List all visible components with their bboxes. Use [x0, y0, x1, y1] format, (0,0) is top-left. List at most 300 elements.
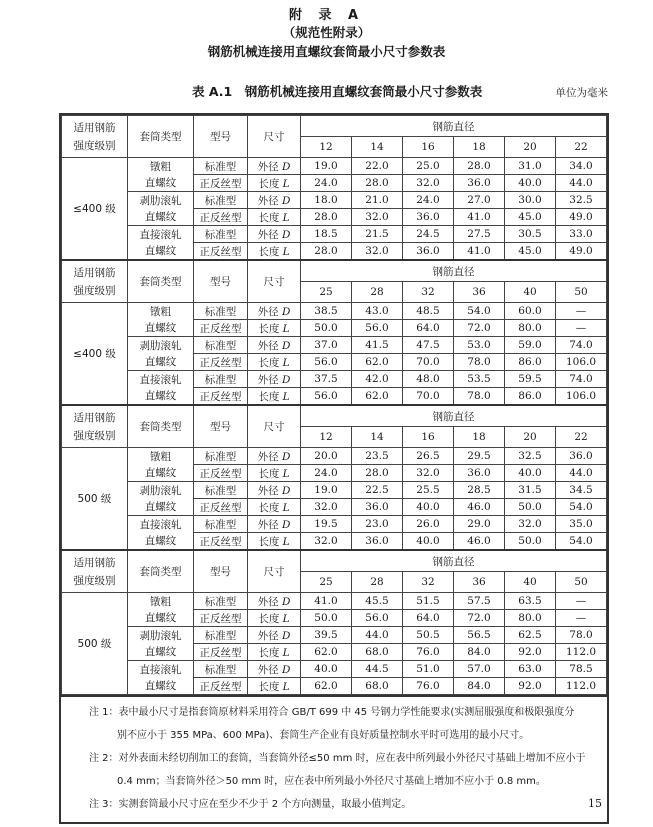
table-row	[62, 482, 607, 499]
value-cell: 48.5	[403, 303, 454, 320]
model-cell: 标准型	[194, 192, 248, 209]
header-model: 型号	[194, 116, 248, 158]
header-dimension: 尺寸	[248, 405, 301, 448]
sleeve-type-cell: 剥肋滚轧	[128, 482, 194, 499]
value-cell: 40.0	[505, 465, 556, 482]
value-cell: 36.0	[454, 175, 505, 192]
dimension-cell: 长度 L	[248, 499, 301, 516]
sleeve-type-cell: 直接滚轧	[128, 371, 194, 388]
value-cell: 63.5	[505, 593, 556, 610]
value-cell: 40.0	[505, 175, 556, 192]
value-cell: —	[556, 593, 607, 610]
value-cell: 29.5	[454, 448, 505, 465]
value-cell: 80.0	[505, 320, 556, 337]
value-cell: 19.0	[301, 158, 352, 175]
dimension-cell: 外径 D	[248, 371, 301, 388]
dimension-cell: 外径 D	[248, 482, 301, 499]
value-cell: —	[556, 610, 607, 627]
header-row	[62, 116, 607, 137]
model-cell: 标准型	[194, 303, 248, 320]
value-cell: 32.0	[301, 499, 352, 516]
diameter-value: 18	[454, 427, 505, 448]
value-cell: 32.0	[352, 243, 403, 261]
value-cell: 78.0	[454, 388, 505, 406]
table-row	[62, 678, 607, 695]
value-cell: 56.0	[301, 388, 352, 406]
header-row	[62, 405, 607, 427]
value-cell: 28.0	[352, 175, 403, 192]
table-body	[61, 115, 607, 695]
table-row	[62, 337, 607, 354]
model-cell: 标准型	[194, 448, 248, 465]
value-cell: 41.0	[454, 209, 505, 226]
value-cell: 39.5	[301, 627, 352, 644]
table-row	[62, 354, 607, 371]
diameter-value: 28	[352, 282, 403, 303]
sleeve-type-cell: 直螺纹	[128, 354, 194, 371]
diameter-value: 14	[352, 427, 403, 448]
diameter-value: 36	[454, 282, 505, 303]
value-cell: 68.0	[352, 644, 403, 661]
header-row	[62, 260, 607, 282]
value-cell: 51.0	[403, 661, 454, 678]
value-cell: 45.0	[505, 209, 556, 226]
value-cell: 62.0	[352, 354, 403, 371]
model-cell: 正反丝型	[194, 354, 248, 371]
model-cell: 标准型	[194, 226, 248, 243]
model-cell: 正反丝型	[194, 465, 248, 482]
diameter-value: 28	[352, 572, 403, 593]
value-cell: 22.5	[352, 482, 403, 499]
header-model: 型号	[194, 260, 248, 303]
value-cell: 47.5	[403, 337, 454, 354]
value-cell: 28.0	[301, 209, 352, 226]
header-sleeve-type: 套筒类型	[128, 405, 194, 448]
sleeve-type-cell: 直螺纹	[128, 499, 194, 516]
header-diameter: 钢筋直径	[301, 116, 607, 137]
header-sleeve-type: 套筒类型	[128, 116, 194, 158]
value-cell: 62.5	[505, 627, 556, 644]
value-cell: 72.0	[454, 320, 505, 337]
value-cell: 60.0	[505, 303, 556, 320]
diameter-value: 18	[454, 137, 505, 158]
table-row	[62, 593, 607, 610]
value-cell: 42.0	[352, 371, 403, 388]
sleeve-type-cell: 直接滚轧	[128, 226, 194, 243]
dimension-cell: 长度 L	[248, 465, 301, 482]
diameter-value: 16	[403, 427, 454, 448]
note: 注 1：表中最小尺寸是指套筒原材料采用符合 GB/T 699 中 45 号钢力学性能要求(实测屈服强度和极限强度分	[89, 707, 575, 718]
value-cell: 45.0	[505, 243, 556, 261]
sleeve-type-cell: 直螺纹	[128, 465, 194, 482]
header-grade: 适用钢筋 强度级别	[62, 116, 128, 158]
value-cell: 50.5	[403, 627, 454, 644]
sleeve-type-cell: 直接滚轧	[128, 516, 194, 533]
dimension-cell: 外径 D	[248, 448, 301, 465]
dimension-cell: 外径 D	[248, 158, 301, 175]
sleeve-type-cell: 直螺纹	[128, 209, 194, 226]
value-cell: 92.0	[505, 644, 556, 661]
header-diameter: 钢筋直径	[301, 550, 607, 572]
value-cell: 45.5	[352, 593, 403, 610]
diameter-value: 25	[301, 572, 352, 593]
value-cell: 24.0	[301, 465, 352, 482]
value-cell: 44.0	[556, 175, 607, 192]
value-cell: 76.0	[403, 678, 454, 695]
value-cell: 34.0	[556, 158, 607, 175]
model-cell: 正反丝型	[194, 243, 248, 261]
model-cell: 正反丝型	[194, 644, 248, 661]
value-cell: 48.0	[403, 371, 454, 388]
value-cell: 86.0	[505, 388, 556, 406]
model-cell: 标准型	[194, 337, 248, 354]
header-diameter: 钢筋直径	[301, 260, 607, 282]
value-cell: 106.0	[556, 354, 607, 371]
sleeve-type-cell: 直螺纹	[128, 610, 194, 627]
model-cell: 正反丝型	[194, 678, 248, 695]
value-cell: 49.0	[556, 209, 607, 226]
value-cell: 22.0	[352, 158, 403, 175]
diameter-value: 14	[352, 137, 403, 158]
table-row	[62, 226, 607, 243]
value-cell: 78.0	[454, 354, 505, 371]
value-cell: 70.0	[403, 388, 454, 406]
table-row	[62, 533, 607, 551]
table-row	[62, 371, 607, 388]
value-cell: 68.0	[352, 678, 403, 695]
sleeve-type-cell: 剥肋滚轧	[128, 337, 194, 354]
value-cell: 37.0	[301, 337, 352, 354]
value-cell: 57.5	[454, 593, 505, 610]
value-cell: 32.5	[556, 192, 607, 209]
dimension-cell: 外径 D	[248, 337, 301, 354]
value-cell: 92.0	[505, 678, 556, 695]
dimension-cell: 外径 D	[248, 593, 301, 610]
dimension-cell: 外径 D	[248, 661, 301, 678]
value-cell: 59.5	[505, 371, 556, 388]
value-cell: 40.0	[301, 661, 352, 678]
header-dimension: 尺寸	[248, 550, 301, 593]
dimension-cell: 长度 L	[248, 678, 301, 695]
grade-cell: ≤400 级	[62, 158, 128, 261]
note: 注 3：实测套筒最小尺寸应在至少不少于 2 个方向测量，取最小值判定。	[89, 799, 412, 810]
value-cell: 27.0	[454, 192, 505, 209]
value-cell: 36.0	[556, 448, 607, 465]
value-cell: 30.0	[505, 192, 556, 209]
note: 注 2：对外表面未经切削加工的套筒，当套筒外径≤50 mm 时，应在表中所列最小外径尺寸基础上增加不应小于	[89, 753, 586, 764]
diameter-value: 22	[556, 137, 607, 158]
value-cell: 19.5	[301, 516, 352, 533]
value-cell: 32.0	[505, 516, 556, 533]
value-cell: 54.0	[556, 533, 607, 551]
value-cell: 56.0	[352, 320, 403, 337]
header-grade: 适用钢筋 强度级别	[62, 260, 128, 303]
sleeve-type-cell: 剥肋滚轧	[128, 627, 194, 644]
value-cell: 24.5	[403, 226, 454, 243]
grade-cell: ≤400 级	[62, 303, 128, 406]
dimension-cell: 外径 D	[248, 192, 301, 209]
value-cell: 28.0	[454, 158, 505, 175]
value-cell: 40.0	[403, 499, 454, 516]
sleeve-type-cell: 直螺纹	[128, 533, 194, 551]
dimension-cell: 长度 L	[248, 243, 301, 261]
model-cell: 标准型	[194, 516, 248, 533]
sleeve-type-cell: 直螺纹	[128, 175, 194, 192]
value-cell: 51.5	[403, 593, 454, 610]
value-cell: 19.0	[301, 482, 352, 499]
value-cell: 80.0	[505, 610, 556, 627]
value-cell: 64.0	[403, 610, 454, 627]
header-model: 型号	[194, 405, 248, 448]
value-cell: 78.0	[556, 627, 607, 644]
value-cell: 31.5	[505, 482, 556, 499]
value-cell: 41.0	[454, 243, 505, 261]
value-cell: 84.0	[454, 678, 505, 695]
value-cell: 74.0	[556, 337, 607, 354]
header-grade: 适用钢筋 强度级别	[62, 550, 128, 593]
value-cell: 50.0	[301, 610, 352, 627]
diameter-value: 36	[454, 572, 505, 593]
value-cell: 32.0	[403, 465, 454, 482]
appendix-title: 钢筋机械连接用直螺纹套筒最小尺寸参数表	[207, 44, 446, 59]
value-cell: 30.5	[505, 226, 556, 243]
model-cell: 标准型	[194, 593, 248, 610]
value-cell: 70.0	[403, 354, 454, 371]
table-row	[62, 499, 607, 516]
value-cell: 72.0	[454, 610, 505, 627]
diameter-value: 16	[403, 137, 454, 158]
value-cell: 32.0	[403, 175, 454, 192]
sleeve-type-cell: 直螺纹	[128, 388, 194, 406]
value-cell: 24.0	[403, 192, 454, 209]
diameter-value: 20	[505, 137, 556, 158]
page-number: 15	[588, 797, 602, 810]
sleeve-type-cell: 镦粗	[128, 303, 194, 320]
grade-cell: 500 级	[62, 448, 128, 551]
value-cell: 33.0	[556, 226, 607, 243]
table-row	[62, 516, 607, 533]
header-row	[62, 550, 607, 572]
value-cell: 32.0	[301, 533, 352, 551]
diameter-value: 12	[301, 137, 352, 158]
table-row	[62, 661, 607, 678]
value-cell: 36.0	[403, 209, 454, 226]
value-cell: —	[556, 320, 607, 337]
header-diameter: 钢筋直径	[301, 405, 607, 427]
table-row	[62, 388, 607, 406]
value-cell: 56.5	[454, 627, 505, 644]
sleeve-type-cell: 镦粗	[128, 158, 194, 175]
header-dimension: 尺寸	[248, 260, 301, 303]
value-cell: 78.5	[556, 661, 607, 678]
table-row	[62, 610, 607, 627]
model-cell: 正反丝型	[194, 175, 248, 192]
diameter-value: 12	[301, 427, 352, 448]
model-cell: 标准型	[194, 371, 248, 388]
table-row	[62, 627, 607, 644]
diameter-value: 20	[505, 427, 556, 448]
value-cell: 46.0	[454, 533, 505, 551]
dimension-cell: 长度 L	[248, 533, 301, 551]
dimension-cell: 长度 L	[248, 354, 301, 371]
value-cell: 54.0	[454, 303, 505, 320]
dimension-cell: 长度 L	[248, 388, 301, 406]
value-cell: 49.0	[556, 243, 607, 261]
appendix-label: 附 录 A	[288, 8, 365, 23]
value-cell: 28.0	[352, 465, 403, 482]
model-cell: 正反丝型	[194, 499, 248, 516]
value-cell: 50.0	[505, 533, 556, 551]
value-cell: 62.0	[301, 644, 352, 661]
value-cell: 53.0	[454, 337, 505, 354]
sleeve-type-cell: 直螺纹	[128, 644, 194, 661]
diameter-value: 32	[403, 282, 454, 303]
value-cell: 41.0	[301, 593, 352, 610]
value-cell: 112.0	[556, 678, 607, 695]
value-cell: 26.0	[403, 516, 454, 533]
value-cell: 44.0	[352, 627, 403, 644]
header-sleeve-type: 套筒类型	[128, 260, 194, 303]
model-cell: 正反丝型	[194, 533, 248, 551]
grade-cell: 500 级	[62, 593, 128, 695]
model-cell: 标准型	[194, 158, 248, 175]
table-row	[62, 243, 607, 261]
value-cell: 56.0	[352, 610, 403, 627]
model-cell: 正反丝型	[194, 209, 248, 226]
table-row	[62, 448, 607, 465]
value-cell: 38.5	[301, 303, 352, 320]
value-cell: 63.0	[505, 661, 556, 678]
sleeve-type-cell: 镦粗	[128, 593, 194, 610]
value-cell: 74.0	[556, 371, 607, 388]
sleeve-type-cell: 直螺纹	[128, 678, 194, 695]
dimension-cell: 长度 L	[248, 320, 301, 337]
value-cell: 23.5	[352, 448, 403, 465]
value-cell: 18.5	[301, 226, 352, 243]
table-row	[62, 465, 607, 482]
note-continuation: 0.4 mm；当套筒外径＞50 mm 时，应在表中所列最小外径尺寸基础上增加不应小于 0.8 mm。	[117, 776, 546, 787]
sleeve-type-cell: 直螺纹	[128, 320, 194, 337]
table-notes	[61, 695, 607, 822]
value-cell: 25.5	[403, 482, 454, 499]
value-cell: 46.0	[454, 499, 505, 516]
sleeve-type-cell: 直接滚轧	[128, 661, 194, 678]
value-cell: 36.0	[352, 499, 403, 516]
table-row	[62, 175, 607, 192]
sleeve-type-cell: 直螺纹	[128, 243, 194, 261]
model-cell: 标准型	[194, 482, 248, 499]
table-row	[62, 209, 607, 226]
dimension-cell: 外径 D	[248, 516, 301, 533]
sleeve-dimension-table	[59, 113, 609, 824]
note-continuation: 别不应小于 355 MPa、600 MPa)、套筒生产企业有良好质量控制水平时可选用的最小尺寸。	[117, 730, 530, 741]
value-cell: 29.0	[454, 516, 505, 533]
value-cell: 35.0	[556, 516, 607, 533]
table-row	[62, 192, 607, 209]
diameter-value: 50	[556, 282, 607, 303]
value-cell: 43.0	[352, 303, 403, 320]
model-cell: 标准型	[194, 661, 248, 678]
value-cell: 112.0	[556, 644, 607, 661]
value-cell: 40.0	[403, 533, 454, 551]
value-cell: 106.0	[556, 388, 607, 406]
value-cell: —	[556, 303, 607, 320]
value-cell: 64.0	[403, 320, 454, 337]
header-sleeve-type: 套筒类型	[128, 550, 194, 593]
value-cell: 62.0	[301, 678, 352, 695]
appendix-subtitle: （规范性附录）	[282, 25, 371, 40]
value-cell: 59.0	[505, 337, 556, 354]
value-cell: 54.0	[556, 499, 607, 516]
value-cell: 28.5	[454, 482, 505, 499]
sleeve-type-cell: 剥肋滚轧	[128, 192, 194, 209]
value-cell: 36.0	[352, 533, 403, 551]
value-cell: 36.0	[403, 243, 454, 261]
table-row	[62, 303, 607, 320]
value-cell: 36.0	[454, 465, 505, 482]
value-cell: 84.0	[454, 644, 505, 661]
model-cell: 正反丝型	[194, 388, 248, 406]
value-cell: 21.0	[352, 192, 403, 209]
dimension-cell: 外径 D	[248, 226, 301, 243]
value-cell: 76.0	[403, 644, 454, 661]
sleeve-type-cell: 镦粗	[128, 448, 194, 465]
diameter-value: 32	[403, 572, 454, 593]
dimension-cell: 长度 L	[248, 644, 301, 661]
value-cell: 44.5	[352, 661, 403, 678]
value-cell: 50.0	[505, 499, 556, 516]
dimension-cell: 外径 D	[248, 627, 301, 644]
table-caption: 表 A.1 钢筋机械连接用直螺纹套筒最小尺寸参数表	[192, 84, 483, 99]
value-cell: 20.0	[301, 448, 352, 465]
value-cell: 50.0	[301, 320, 352, 337]
value-cell: 57.0	[454, 661, 505, 678]
value-cell: 34.5	[556, 482, 607, 499]
model-cell: 标准型	[194, 627, 248, 644]
table-row	[62, 644, 607, 661]
value-cell: 25.0	[403, 158, 454, 175]
value-cell: 37.5	[301, 371, 352, 388]
table-row	[62, 320, 607, 337]
diameter-value: 25	[301, 282, 352, 303]
header-grade: 适用钢筋 强度级别	[62, 405, 128, 448]
value-cell: 24.0	[301, 175, 352, 192]
diameter-value: 50	[556, 572, 607, 593]
value-cell: 26.5	[403, 448, 454, 465]
value-cell: 41.5	[352, 337, 403, 354]
diameter-value: 40	[505, 282, 556, 303]
dimension-cell: 外径 D	[248, 303, 301, 320]
value-cell: 44.0	[556, 465, 607, 482]
value-cell: 86.0	[505, 354, 556, 371]
value-cell: 21.5	[352, 226, 403, 243]
value-cell: 32.5	[505, 448, 556, 465]
value-cell: 23.0	[352, 516, 403, 533]
value-cell: 32.0	[352, 209, 403, 226]
header-dimension: 尺寸	[248, 116, 301, 158]
model-cell: 正反丝型	[194, 610, 248, 627]
value-cell: 28.0	[301, 243, 352, 261]
dimension-cell: 长度 L	[248, 209, 301, 226]
value-cell: 62.0	[352, 388, 403, 406]
table-row	[62, 158, 607, 175]
model-cell: 正反丝型	[194, 320, 248, 337]
value-cell: 56.0	[301, 354, 352, 371]
diameter-value: 22	[556, 427, 607, 448]
value-cell: 27.5	[454, 226, 505, 243]
dimension-cell: 长度 L	[248, 175, 301, 192]
diameter-value: 40	[505, 572, 556, 593]
